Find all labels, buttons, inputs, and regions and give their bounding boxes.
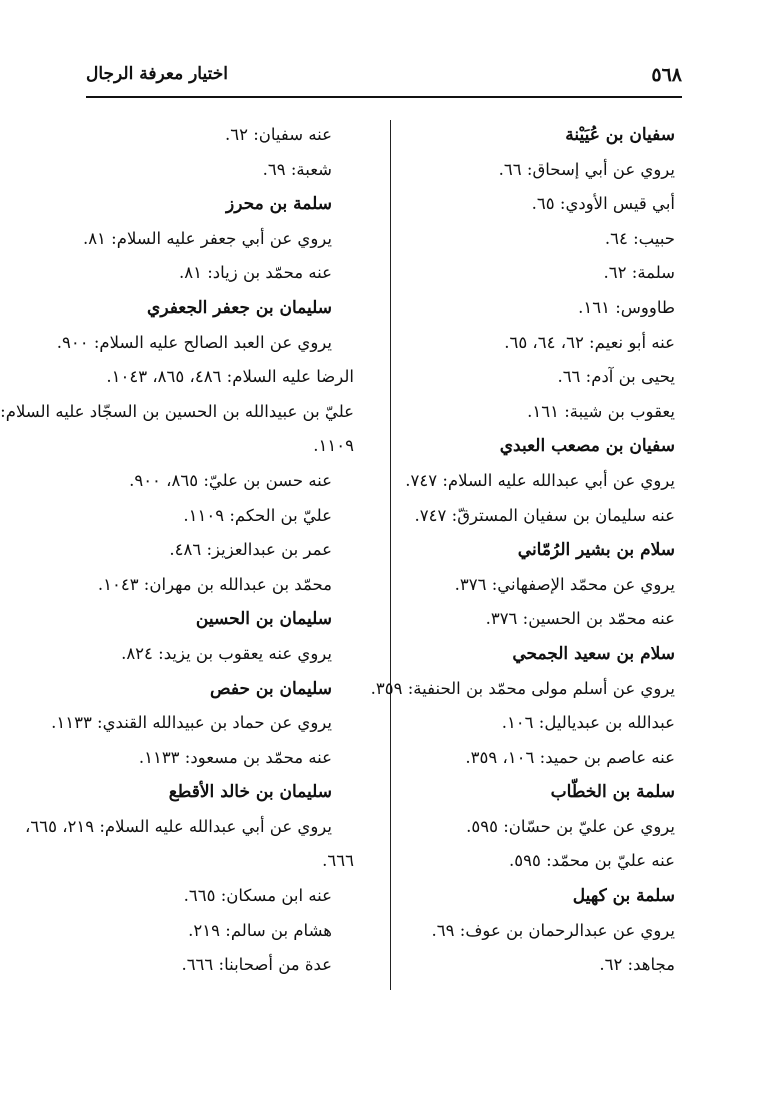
index-entry: يروي عن أبي عبدالله عليه السلام: ٢١٩، ٦٦٥، [25, 816, 332, 836]
page-number: ٥٦٨ [651, 64, 682, 86]
narrator-heading: سليمان بن حفص [210, 678, 332, 699]
index-entry: عنه محمّد بن الحسين: ٣٧٦. [485, 609, 675, 629]
index-entry: عنه حسن بن عليّ: ٨٦٥، ٩٠٠. [129, 470, 332, 490]
index-entry: عنه سفيان: ٦٢. [225, 125, 332, 144]
index-entry: محمّد بن عبدالله بن مهران: ١٠٤٣. [97, 574, 332, 594]
narrator-heading: سلمة بن محرز [226, 194, 332, 215]
index-entry: هشام بن سالم: ٢١٩. [188, 920, 332, 940]
index-entry: مجاهد: ٦٢. [599, 955, 675, 975]
index-entry: ٦٦٦. [322, 851, 354, 871]
index-entry: يروي عن عبدالرحمان بن عوف: ٦٩. [431, 920, 675, 940]
narrator-heading: سلام بن بشير الرُمّاني [517, 540, 675, 561]
index-entry: يحيى بن آدم: ٦٦. [557, 367, 675, 387]
index-entry: عبدالله بن عبدياليل: ١٠٦. [501, 713, 675, 733]
index-entry: يروي عنه يعقوب بن يزيد: ٨٢٤. [121, 643, 332, 663]
index-entry: عنه عليّ بن محمّد: ٥٩٥. [509, 851, 675, 871]
index-entry: عليّ بن الحكم: ١١٠٩. [183, 505, 332, 525]
narrator-heading: سليمان بن جعفر الجعفري [147, 297, 332, 318]
index-column-left [0, 118, 354, 983]
narrator-heading: سليمان بن خالد الأقطع [168, 782, 332, 803]
index-entry: يروي عن أبي إسحاق: ٦٦. [498, 159, 675, 179]
index-column-right [370, 118, 675, 983]
index-entry: سلمة: ٦٢. [603, 263, 675, 283]
index-entry: يروي عن أبي عبدالله عليه السلام: ٧٤٧. [405, 470, 675, 490]
index-entry: يعقوب بن شيبة: ١٦١. [527, 401, 675, 421]
narrator-heading: سلمة بن الخطّاب [550, 782, 675, 803]
index-entry: أبي قيس الأودي: ٦٥. [531, 194, 675, 214]
index-entry: عنه محمّد بن مسعود: ١١٣٣. [138, 747, 332, 767]
header-rule [86, 96, 682, 98]
index-entry: الرضا عليه السلام: ٤٨٦، ٨٦٥، ١٠٤٣. [106, 367, 354, 387]
index-entry: شعبة: ٦٩. [262, 159, 332, 179]
index-entry: ١١٠٩. [313, 436, 354, 456]
index-entry: يروي عن عليّ بن حسّان: ٥٩٥. [466, 816, 675, 836]
index-entry: عدة من أصحابنا: ٦٦٦. [181, 955, 332, 975]
narrator-heading: سلام بن سعيد الجمحي [512, 643, 675, 664]
narrator-heading: سليمان بن الحسين [195, 609, 332, 630]
index-entry: يروي عن محمّد الإصفهاني: ٣٧٦. [454, 574, 675, 594]
index-entry: عنه أبو نعيم: ٦٢، ٦٤، ٦٥. [504, 332, 675, 352]
page-header [86, 62, 682, 92]
index-entry: عنه ابن مسكان: ٦٦٥. [183, 886, 332, 906]
index-entry: عنه عاصم بن حميد: ١٠٦، ٣٥٩. [465, 747, 675, 767]
running-title: اختيار معرفة الرجال [86, 64, 228, 84]
index-entry: عنه محمّد بن زياد: ٨١. [179, 263, 332, 283]
index-entry: عنه سليمان بن سفيان المسترقّ: ٧٤٧. [414, 505, 675, 525]
index-entry: يروي عن حماد بن عبيدالله القندي: ١١٣٣. [51, 713, 332, 733]
index-entry: يروي عن العبد الصالح عليه السلام: ٩٠٠. [56, 332, 332, 352]
narrator-heading: سلمة بن كهيل [572, 886, 675, 907]
narrator-heading: سفيان بن عُيَيْنة [565, 125, 675, 145]
index-entry: عليّ بن عبيدالله بن الحسين بن السجّاد عليه السلام: [0, 401, 354, 421]
narrator-heading: سفيان بن مصعب العبدي [499, 436, 675, 457]
index-entry: طاووس: ١٦١. [578, 297, 675, 317]
index-entry: يروي عن أسلم مولى محمّد بن الحنفية: ٣٥٩. [370, 678, 675, 698]
index-entry: يروي عن أبي جعفر عليه السلام: ٨١. [82, 228, 332, 248]
index-entry: حبيب: ٦٤. [604, 228, 675, 248]
index-entry: عمر بن عبدالعزيز: ٤٨٦. [169, 540, 332, 560]
